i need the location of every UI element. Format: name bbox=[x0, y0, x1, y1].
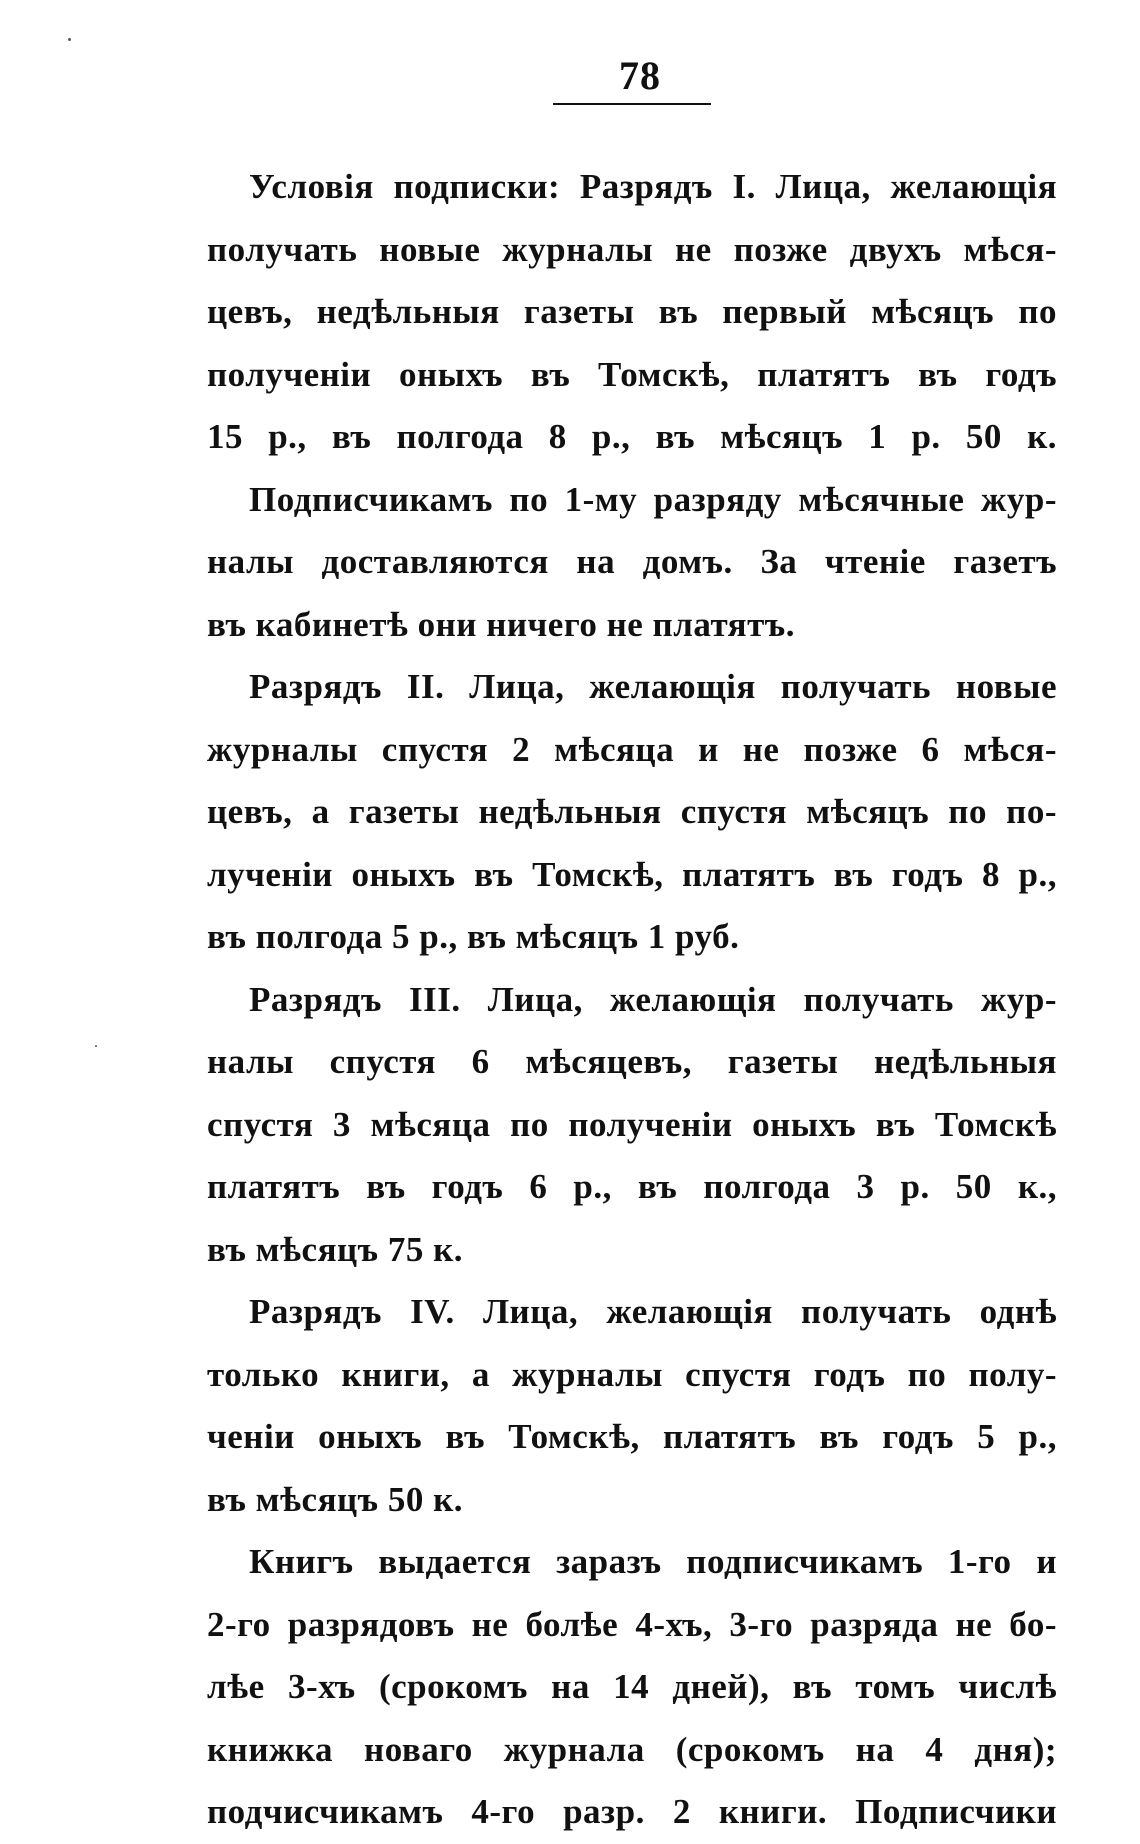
text-line: Книгъ выдается заразъ подписчикамъ 1-го и bbox=[249, 1542, 1057, 1581]
text-line: Разрядъ II. Лица, желающія получать новые bbox=[249, 667, 1057, 706]
scan-speck bbox=[95, 1045, 97, 1047]
text-line: платятъ въ годъ 6 р., въ полгода 3 р. 50 к., bbox=[207, 1167, 1057, 1206]
text-line: ченіи оныхъ въ Томскѣ, платятъ въ годъ 5 р., bbox=[207, 1417, 1057, 1456]
text-line: Условія подписки: Разрядъ I. Лица, желающія bbox=[249, 167, 1057, 206]
text-line: Подписчикамъ по 1-му разряду мѣсячные жур- bbox=[249, 479, 1057, 519]
text-line: въ полгода 5 р., въ мѣсяцъ 1 руб. bbox=[207, 917, 740, 956]
page-number: 78 bbox=[619, 53, 661, 98]
text-line: получать новые журналы не позже двухъ мѣся- bbox=[207, 229, 1057, 269]
body-text bbox=[207, 156, 1057, 1844]
text-line: книжка новаго журнала (срокомъ на 4 дня); bbox=[207, 1729, 1057, 1769]
text-line: подчисчикамъ 4-го разр. 2 книги. Подписчики bbox=[207, 1792, 1057, 1831]
text-line: спустя 3 мѣсяца по полученіи оныхъ въ Томскѣ bbox=[207, 1104, 1057, 1144]
text-line: лученіи оныхъ въ Томскѣ, платятъ въ годъ 8 р., bbox=[207, 854, 1057, 894]
text-line: 2-го разрядовъ не болѣе 4-хъ, 3-го разряда не бо- bbox=[207, 1604, 1057, 1644]
text-line: цевъ, недѣльныя газеты въ первый мѣсяцъ по bbox=[207, 292, 1057, 331]
text-line: лѣе 3-хъ (срокомъ на 14 дней), въ томъ числѣ bbox=[207, 1667, 1057, 1706]
text-line: Разрядъ III. Лица, желающія получать жур- bbox=[249, 979, 1057, 1019]
text-line: въ кабинетѣ они ничего не платятъ. bbox=[207, 604, 795, 644]
text-line: налы доставляются на домъ. За чтеніе газетъ bbox=[207, 542, 1057, 581]
text-line: Разрядъ IV. Лица, желающія получать однѣ bbox=[249, 1292, 1057, 1331]
text-line: налы спустя 6 мѣсяцевъ, газеты недѣльныя bbox=[207, 1042, 1057, 1081]
text-line: 15 р., въ полгода 8 р., въ мѣсяцъ 1 р. 50 к. bbox=[207, 417, 1057, 456]
page-number-rule bbox=[553, 103, 711, 105]
text-line: цевъ, а газеты недѣльныя спустя мѣсяцъ по по- bbox=[207, 792, 1057, 831]
text-line: полученіи оныхъ въ Томскѣ, платятъ въ годъ bbox=[207, 354, 1057, 394]
text-line: въ мѣсяцъ 50 к. bbox=[207, 1479, 463, 1519]
scan-speck bbox=[68, 38, 71, 41]
text-line: только книги, а журналы спустя годъ по полу- bbox=[207, 1354, 1057, 1394]
text-line: въ мѣсяцъ 75 к. bbox=[207, 1229, 463, 1269]
text-line: журналы спустя 2 мѣсяца и не позже 6 мѣся- bbox=[207, 729, 1057, 769]
